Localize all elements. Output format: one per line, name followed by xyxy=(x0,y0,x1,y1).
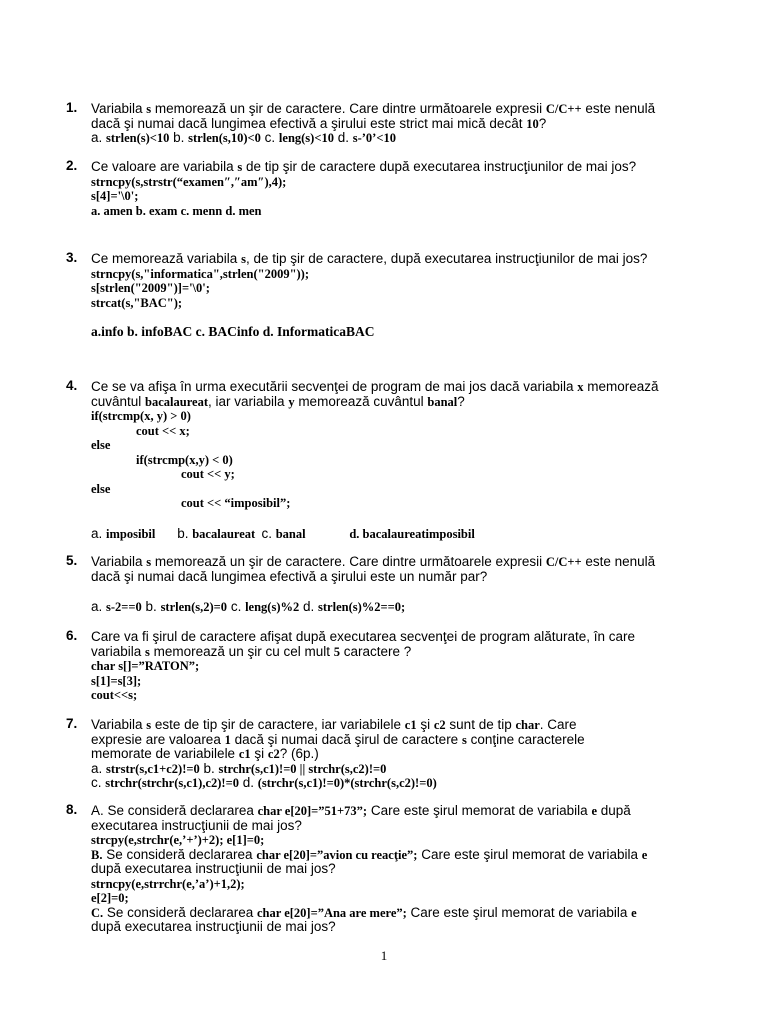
text-run: Ce se va afişa în urma executării secvenţei de program de mai jos dacă variabila xyxy=(91,379,578,394)
text-run: este de tip şir de caractere, iar variabilele xyxy=(151,717,405,732)
bold-text-run: char e[20]=”Ana are mere”; xyxy=(257,905,407,920)
question-line xyxy=(91,422,716,437)
bold-text-run: c2 xyxy=(267,747,280,761)
text-run: Care este şirul memorat de variabila xyxy=(406,904,632,920)
question-body xyxy=(91,250,716,308)
text-run: , iar variabila xyxy=(208,393,289,409)
question-line xyxy=(91,129,716,144)
bold-text-run: s-’0’<10 xyxy=(352,131,396,145)
question-line xyxy=(91,774,716,789)
question-3 xyxy=(66,250,716,339)
option-text-run: c. xyxy=(227,599,246,614)
question-number: 3. xyxy=(66,250,78,265)
bold-text-run: c1 xyxy=(238,747,251,761)
bold-text-run: char xyxy=(515,718,540,732)
text-run: c. xyxy=(260,130,279,145)
option-text-run: imposibil xyxy=(106,527,178,541)
question-7 xyxy=(66,716,716,789)
bold-text-run: (strchr(s,c1)!=0)*(strchr(s,c2)!=0) xyxy=(257,776,437,790)
bold-text-run: s[4]='\0'; xyxy=(91,189,139,203)
text-run: memorează un şir de caractere. Care dintre următoarele expresii xyxy=(151,101,546,116)
text-run: Care este şirul memorat de variabila xyxy=(367,803,592,818)
question-line xyxy=(91,731,716,746)
question-line xyxy=(91,436,716,451)
bold-text-run: s xyxy=(237,160,243,174)
bold-text-run: leng(s)<10 xyxy=(278,131,334,145)
question-line xyxy=(91,279,716,294)
answer-options xyxy=(91,525,475,540)
bold-text-run: else xyxy=(91,481,111,496)
question-line xyxy=(91,115,716,130)
text-run: memorează un şir de caractere. Care dintre următoarele expresii xyxy=(151,554,546,569)
question-number: 2. xyxy=(66,158,78,173)
question-line xyxy=(91,250,716,265)
text-run: A. Se consideră declararea xyxy=(91,803,258,818)
question-line xyxy=(91,831,716,846)
question-line xyxy=(91,378,716,393)
text-run: , de tip şir de caractere, după executarea instrucţiunilor de mai jos? xyxy=(245,251,648,266)
bold-text-run: if(strcmp(x,y) < 0) xyxy=(136,452,233,467)
bold-text-run: strlen(s)<10 xyxy=(106,131,170,145)
bold-text-run: if(strcmp(x, y) > 0) xyxy=(91,409,191,423)
question-body xyxy=(91,553,716,582)
bold-text-run: strncpy(e,strrchr(e,’a’)+1,2); xyxy=(91,876,245,891)
question-line xyxy=(91,393,716,408)
text-run: a. xyxy=(91,760,107,776)
question-line xyxy=(91,407,716,422)
text-run: Care este şirul memorat de variabila xyxy=(417,846,642,862)
question-5 xyxy=(66,553,716,614)
question-body xyxy=(91,628,716,701)
question-number: 8. xyxy=(66,802,78,817)
question-line xyxy=(91,100,716,115)
text-run: memorează un şir cu cel mult xyxy=(149,643,334,659)
bold-text-run: e xyxy=(591,804,597,818)
text-run: conţine caracterele xyxy=(466,731,585,747)
option-text-run: b. xyxy=(177,526,193,541)
question-number: 6. xyxy=(66,628,78,643)
bold-text-run: strncpy(s,"informatica",strlen("2009")); xyxy=(91,266,309,281)
question-line xyxy=(91,294,716,309)
bold-text-run: banal xyxy=(427,394,458,409)
page-number: 1 xyxy=(380,948,388,963)
text-run: dacă şi numai dacă lungimea efectivă a şirului este un număr par? xyxy=(91,568,488,584)
question-line xyxy=(91,686,716,701)
text-run: d. xyxy=(333,130,353,145)
question-line xyxy=(91,760,716,775)
text-run: ? xyxy=(457,393,465,409)
text-run: expresie are valoarea xyxy=(91,731,225,747)
question-body xyxy=(91,100,716,144)
question-line xyxy=(91,568,716,583)
answer-options xyxy=(91,598,405,613)
question-line xyxy=(91,889,716,904)
text-run: executarea instrucţiunii de mai jos? xyxy=(91,817,302,833)
question-line xyxy=(91,802,716,817)
text-run: Se consideră declararea xyxy=(102,846,257,862)
text-run: Variabila xyxy=(91,554,147,569)
option-text-run: banal d. bacalaureatimposibil xyxy=(275,527,475,541)
text-run: Variabila xyxy=(91,101,147,116)
text-run: b. xyxy=(169,130,189,145)
question-body xyxy=(91,716,716,789)
question-line xyxy=(91,202,716,217)
question-line xyxy=(91,918,716,933)
text-run: după executarea instrucţiunii de mai jos? xyxy=(91,861,336,876)
text-run: b. xyxy=(199,760,219,776)
text-run: c. xyxy=(91,775,106,790)
question-line xyxy=(91,817,716,832)
question-line xyxy=(91,643,716,658)
bold-text-run: e xyxy=(631,905,637,920)
bold-text-run: 5 xyxy=(333,644,340,659)
text-run: cuvântul xyxy=(91,393,146,409)
bold-text-run: s xyxy=(146,102,152,116)
bold-text-run: x xyxy=(577,380,584,394)
text-run: dacă şi numai dacă şirul de caractere xyxy=(230,731,462,747)
text-run: dacă şi numai dacă lungimea efectivă a şirului este strict mai mică decât xyxy=(91,115,527,131)
question-8 xyxy=(66,802,716,933)
text-run: (6p.) xyxy=(290,746,319,761)
answer-options: a.info b. infoBAC c. BACinfo d. InformaticaBAC xyxy=(91,324,375,339)
text-run: de tip şir de caractere după executarea instrucţiunilor de mai jos? xyxy=(242,159,637,174)
bold-text-run: bacalaureat xyxy=(145,394,209,409)
question-line xyxy=(91,628,716,643)
bold-text-run: char s[]=”RATON”; xyxy=(91,659,200,673)
text-run: memorate de variabilele xyxy=(91,746,239,761)
text-run: memorează cuvântul xyxy=(294,393,428,409)
text-run: şi xyxy=(250,746,268,761)
bold-text-run: else xyxy=(91,438,111,452)
text-run: a. xyxy=(91,130,107,145)
bold-text-run: s xyxy=(461,732,467,747)
question-number: 4. xyxy=(66,378,78,393)
bold-text-run: s xyxy=(241,252,246,266)
question-line xyxy=(91,875,716,890)
text-run: după executarea instrucţiunii de mai jos? xyxy=(91,919,336,934)
bold-text-run: strchr(s,c1)!=0 || strchr(s,c2)!=0 xyxy=(218,761,387,776)
bold-text-run: a. amen b. exam c. menn d. men xyxy=(91,203,262,218)
question-2 xyxy=(66,158,716,216)
question-line xyxy=(91,451,716,466)
bold-text-run: cout<<s; xyxy=(91,688,138,702)
option-text-run: strlen(s)%2==0; xyxy=(318,600,406,614)
option-text-run: d. xyxy=(299,599,319,614)
option-text-run: s-2==0 xyxy=(106,600,142,614)
question-line xyxy=(91,480,716,495)
question-line xyxy=(91,860,716,875)
bold-text-run: strchr(strchr(s,c1),c2)!=0 xyxy=(105,776,239,790)
question-line xyxy=(91,265,716,280)
question-line xyxy=(91,187,716,202)
text-run: . Care xyxy=(539,717,577,732)
question-number: 7. xyxy=(66,716,78,731)
bold-text-run: s xyxy=(146,718,152,732)
bold-text-run: y xyxy=(288,394,295,409)
text-run: ? xyxy=(279,746,291,761)
text-run: caractere ? xyxy=(339,643,412,659)
question-line xyxy=(91,672,716,687)
question-line xyxy=(91,158,716,173)
bold-text-run: cout << x; xyxy=(136,423,190,438)
bold-text-run: cout << y; xyxy=(181,467,235,481)
bold-text-run: s xyxy=(146,555,152,569)
question-body xyxy=(91,378,716,509)
question-line xyxy=(91,716,716,731)
question-line xyxy=(91,846,716,861)
text-run: memorează xyxy=(583,379,659,394)
question-line xyxy=(91,494,716,509)
text-run: Ce memorează variabila xyxy=(91,251,242,266)
text-run: este nenulă xyxy=(581,101,656,116)
question-number: 1. xyxy=(66,100,78,115)
question-line xyxy=(91,465,716,480)
bold-text-run: C. xyxy=(91,905,104,920)
bold-text-run: 1 xyxy=(224,732,231,747)
bold-text-run: C/C++ xyxy=(545,555,582,569)
bold-text-run: 10 xyxy=(526,116,539,131)
question-line xyxy=(91,173,716,188)
bold-text-run: e[2]=0; xyxy=(91,891,129,905)
bold-text-run: char e[20]=”avion cu reacţie”; xyxy=(256,847,418,862)
question-line xyxy=(91,904,716,919)
question-4 xyxy=(66,378,716,541)
option-text-run: b. xyxy=(141,599,161,614)
option-text-run: a. xyxy=(91,599,107,614)
text-run: ? xyxy=(538,115,547,131)
text-run: Variabila xyxy=(91,717,147,732)
bold-text-run: c1 xyxy=(404,718,417,732)
bold-text-run: C/C++ xyxy=(545,102,582,116)
bold-text-run: s xyxy=(145,644,150,659)
option-text-run: c. xyxy=(261,526,276,541)
question-line xyxy=(91,745,716,760)
option-text-run: a. xyxy=(91,526,107,541)
option-text-run: strlen(s,2)=0 xyxy=(160,600,228,614)
bold-text-run: strcpy(e,strchr(e,’+’)+2); e[1]=0; xyxy=(91,833,265,847)
question-line xyxy=(91,553,716,568)
question-body xyxy=(91,802,716,933)
question-number: 5. xyxy=(66,553,78,568)
option-text-run: bacalaureat xyxy=(192,527,262,541)
text-run: este nenulă xyxy=(581,554,656,569)
bold-text-run: char e[20]=”51+73”; xyxy=(257,804,368,818)
bold-text-run: strncpy(s,strstr(“examen″,″am″),4); xyxy=(91,174,287,189)
text-run: şi xyxy=(416,717,434,732)
text-run: Ce valoare are variabila xyxy=(91,159,238,174)
bold-text-run: strcat(s,"BAC"); xyxy=(91,295,183,310)
bold-text-run: cout << “imposibil”; xyxy=(181,496,291,510)
question-6 xyxy=(66,628,716,701)
question-1 xyxy=(66,100,716,144)
question-line xyxy=(91,657,716,672)
text-run: d. xyxy=(238,775,258,790)
text-run: Se consideră declararea xyxy=(103,904,257,920)
bold-text-run: strlen(s,10)<0 xyxy=(188,131,261,145)
text-run: sunt de tip xyxy=(445,717,516,732)
bold-text-run: strstr(s,c1+c2)!=0 xyxy=(106,761,200,776)
bold-text-run: s[1]=s[3]; xyxy=(91,673,142,688)
bold-text-run: s[strlen("2009")]='\0'; xyxy=(91,281,210,295)
bold-text-run: B. xyxy=(91,847,103,862)
text-run: Care va fi şirul de caractere afişat după executarea secvenţei de program alăturate, în care xyxy=(91,629,636,644)
question-body xyxy=(91,158,716,216)
text-run: după xyxy=(597,803,631,818)
text-run: variabila xyxy=(91,643,146,659)
bold-text-run: e xyxy=(641,847,648,862)
option-text-run: leng(s)%2 xyxy=(245,600,300,614)
bold-text-run: c2 xyxy=(433,718,446,732)
